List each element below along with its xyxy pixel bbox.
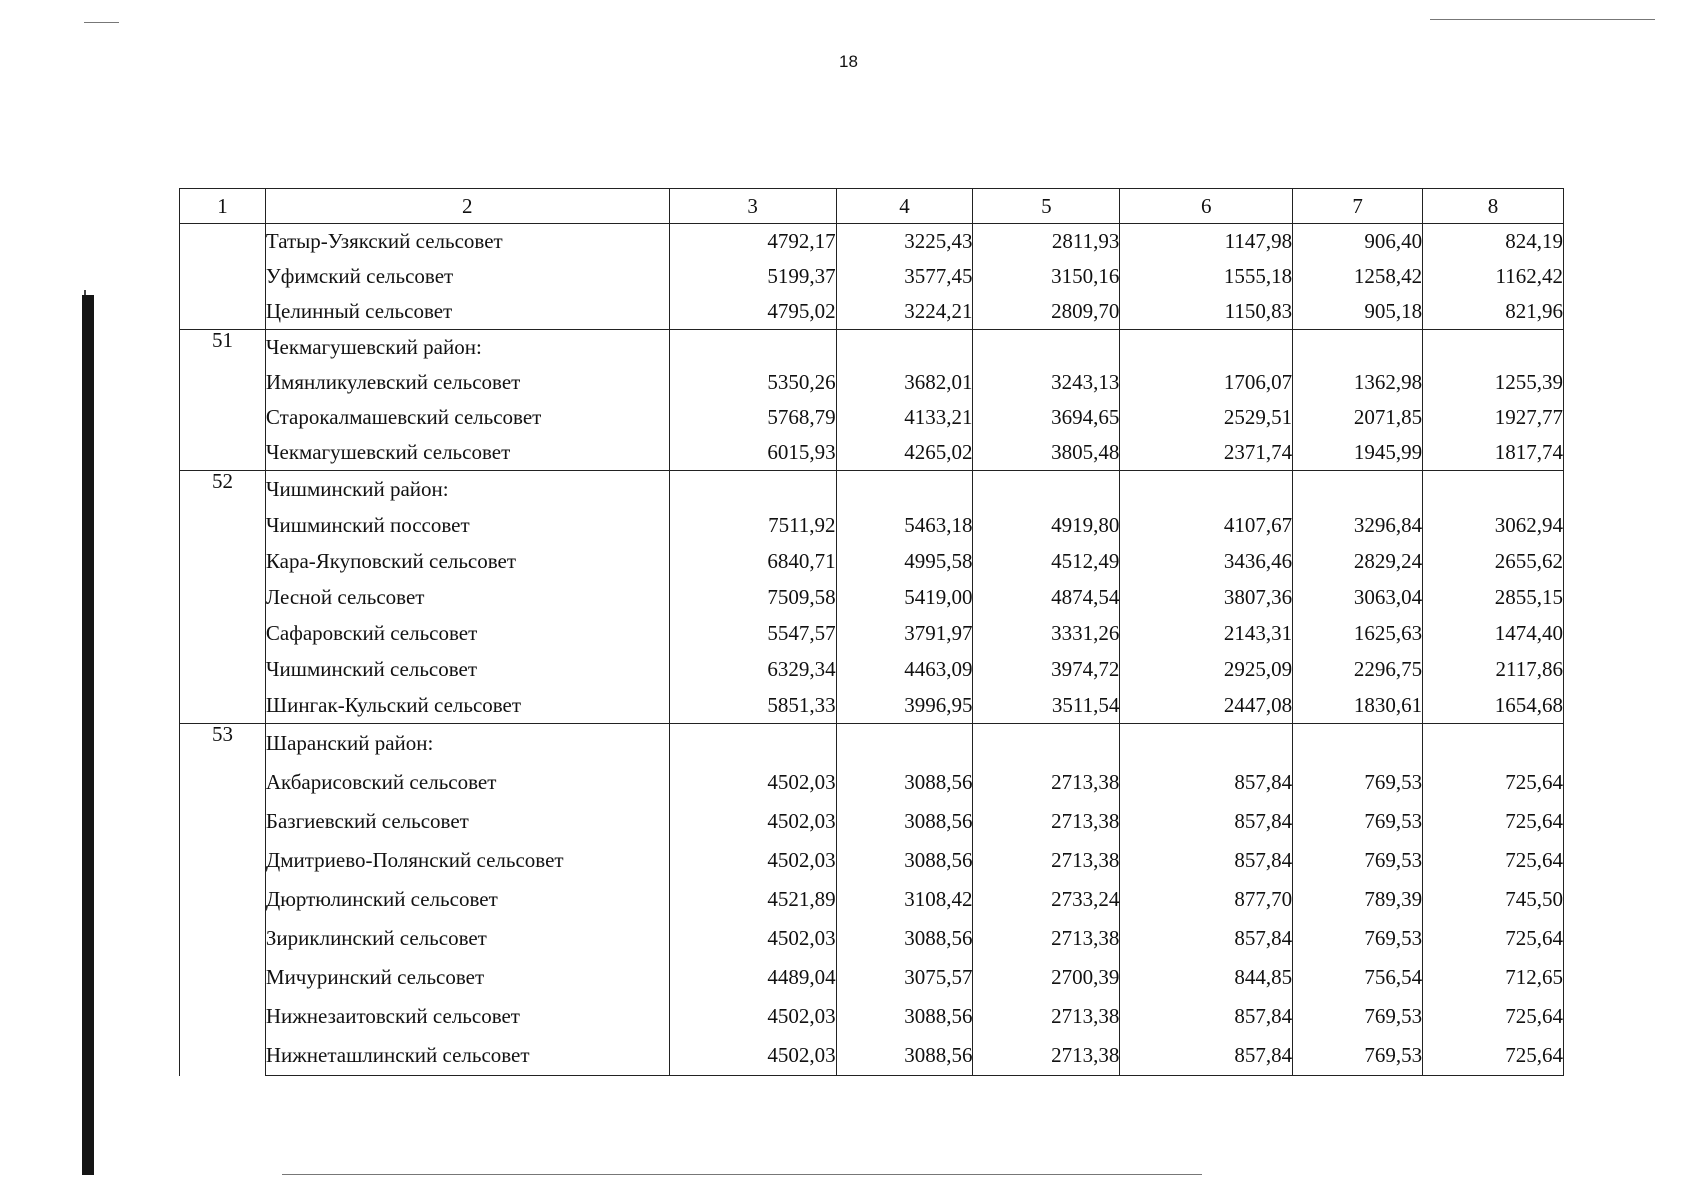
value-cell: 1362,98: [1293, 365, 1423, 400]
value-cell: 4874,54: [973, 579, 1120, 615]
value-cell: 2713,38: [973, 841, 1120, 880]
value-cell: 3224,21: [836, 294, 973, 330]
table-row: [180, 997, 1564, 1036]
value-cell: 2700,39: [973, 958, 1120, 997]
table-row: [180, 507, 1564, 543]
empty-cell: [973, 330, 1120, 366]
table-row: [180, 330, 1564, 366]
column-header: 1: [180, 189, 266, 224]
value-cell: 4792,17: [669, 224, 836, 260]
value-cell: 3791,97: [836, 615, 973, 651]
group-title: Чекмагушевский район:: [265, 330, 669, 366]
value-cell: 4502,03: [669, 919, 836, 958]
value-cell: 2529,51: [1120, 400, 1293, 435]
empty-cell: [1293, 471, 1423, 508]
value-cell: 2713,38: [973, 1036, 1120, 1076]
value-cell: 4502,03: [669, 763, 836, 802]
value-cell: 3296,84: [1293, 507, 1423, 543]
table-row: [180, 763, 1564, 802]
group-number: 51: [180, 330, 266, 471]
table-row: [180, 579, 1564, 615]
value-cell: 824,19: [1423, 224, 1564, 260]
value-cell: 2071,85: [1293, 400, 1423, 435]
table-row: [180, 724, 1564, 764]
value-cell: 5199,37: [669, 259, 836, 294]
page-number: 18: [839, 52, 858, 71]
table-row: [180, 615, 1564, 651]
value-cell: 3150,16: [973, 259, 1120, 294]
value-cell: 857,84: [1120, 841, 1293, 880]
value-cell: 5851,33: [669, 687, 836, 724]
column-header: 7: [1293, 189, 1423, 224]
value-cell: 844,85: [1120, 958, 1293, 997]
value-cell: 769,53: [1293, 919, 1423, 958]
value-cell: 712,65: [1423, 958, 1564, 997]
data-table: [179, 188, 1564, 1076]
row-name: Старокалмашевский сельсовет: [265, 400, 669, 435]
value-cell: 2143,31: [1120, 615, 1293, 651]
table-row: [180, 802, 1564, 841]
value-cell: 1945,99: [1293, 435, 1423, 471]
value-cell: 2713,38: [973, 997, 1120, 1036]
value-cell: 3577,45: [836, 259, 973, 294]
value-cell: 5547,57: [669, 615, 836, 651]
row-name: Базгиевский сельсовет: [265, 802, 669, 841]
value-cell: 1150,83: [1120, 294, 1293, 330]
value-cell: 3682,01: [836, 365, 973, 400]
value-cell: 3088,56: [836, 763, 973, 802]
table-row: [180, 400, 1564, 435]
value-cell: 2117,86: [1423, 651, 1564, 687]
value-cell: 857,84: [1120, 1036, 1293, 1076]
value-cell: 2809,70: [973, 294, 1120, 330]
row-name: Чишминский сельсовет: [265, 651, 669, 687]
value-cell: 4489,04: [669, 958, 836, 997]
empty-cell: [1423, 471, 1564, 508]
value-cell: 4995,58: [836, 543, 973, 579]
empty-cell: [1423, 724, 1564, 764]
group-number: 53: [180, 724, 266, 1076]
table-row: [180, 435, 1564, 471]
value-cell: 5768,79: [669, 400, 836, 435]
column-header: 8: [1423, 189, 1564, 224]
value-cell: 2811,93: [973, 224, 1120, 260]
empty-cell: [973, 471, 1120, 508]
value-cell: 1555,18: [1120, 259, 1293, 294]
empty-cell: [836, 330, 973, 366]
value-cell: 4795,02: [669, 294, 836, 330]
value-cell: 4463,09: [836, 651, 973, 687]
value-cell: 745,50: [1423, 880, 1564, 919]
value-cell: 7509,58: [669, 579, 836, 615]
table-row: [180, 224, 1564, 260]
table-row: [180, 958, 1564, 997]
table-body: [180, 189, 1564, 1076]
empty-cell: [669, 471, 836, 508]
value-cell: 2713,38: [973, 763, 1120, 802]
value-cell: 3807,36: [1120, 579, 1293, 615]
value-cell: 1474,40: [1423, 615, 1564, 651]
empty-cell: [1120, 471, 1293, 508]
empty-cell: [1120, 330, 1293, 366]
value-cell: 3088,56: [836, 997, 973, 1036]
value-cell: 2829,24: [1293, 543, 1423, 579]
table-row: [180, 651, 1564, 687]
scan-top-left-line: [84, 22, 119, 23]
value-cell: 905,18: [1293, 294, 1423, 330]
value-cell: 3974,72: [973, 651, 1120, 687]
value-cell: 1162,42: [1423, 259, 1564, 294]
value-cell: 6329,34: [669, 651, 836, 687]
value-cell: 5350,26: [669, 365, 836, 400]
value-cell: 769,53: [1293, 802, 1423, 841]
column-header: 2: [265, 189, 669, 224]
table-row: [180, 259, 1564, 294]
group-title: Шаранский район:: [265, 724, 669, 764]
table-row: [180, 1036, 1564, 1076]
value-cell: 1830,61: [1293, 687, 1423, 724]
value-cell: 725,64: [1423, 997, 1564, 1036]
row-name: Имянликулевский сельсовет: [265, 365, 669, 400]
empty-cell: [1293, 724, 1423, 764]
table-row: [180, 880, 1564, 919]
value-cell: 3225,43: [836, 224, 973, 260]
value-cell: 4919,80: [973, 507, 1120, 543]
value-cell: 2655,62: [1423, 543, 1564, 579]
column-header: 5: [973, 189, 1120, 224]
scan-left-bar: [82, 295, 94, 1175]
value-cell: 2371,74: [1120, 435, 1293, 471]
value-cell: 3996,95: [836, 687, 973, 724]
empty-cell: [1120, 724, 1293, 764]
value-cell: 1817,74: [1423, 435, 1564, 471]
value-cell: 4502,03: [669, 802, 836, 841]
column-header: 4: [836, 189, 973, 224]
row-name: Мичуринский сельсовет: [265, 958, 669, 997]
table-row: [180, 294, 1564, 330]
value-cell: 2447,08: [1120, 687, 1293, 724]
value-cell: 4107,67: [1120, 507, 1293, 543]
value-cell: 725,64: [1423, 763, 1564, 802]
value-cell: 769,53: [1293, 841, 1423, 880]
value-cell: 857,84: [1120, 997, 1293, 1036]
value-cell: 2925,09: [1120, 651, 1293, 687]
value-cell: 857,84: [1120, 763, 1293, 802]
value-cell: 906,40: [1293, 224, 1423, 260]
table-row: [180, 919, 1564, 958]
group-number: 52: [180, 471, 266, 724]
value-cell: 3243,13: [973, 365, 1120, 400]
column-header: 6: [1120, 189, 1293, 224]
table-row: [180, 471, 1564, 508]
table-row: [180, 687, 1564, 724]
value-cell: 789,39: [1293, 880, 1423, 919]
value-cell: 1258,42: [1293, 259, 1423, 294]
row-name: Целинный сельсовет: [265, 294, 669, 330]
row-name: Нижнезаитовский сельсовет: [265, 997, 669, 1036]
row-name: Дюртюлинский сельсовет: [265, 880, 669, 919]
row-name: Кара-Якуповский сельсовет: [265, 543, 669, 579]
value-cell: 3694,65: [973, 400, 1120, 435]
empty-cell: [836, 471, 973, 508]
value-cell: 4512,49: [973, 543, 1120, 579]
value-cell: 2855,15: [1423, 579, 1564, 615]
group-number: [180, 224, 266, 330]
row-name: Акбарисовский сельсовет: [265, 763, 669, 802]
value-cell: 725,64: [1423, 1036, 1564, 1076]
value-cell: 3108,42: [836, 880, 973, 919]
table-header-row: [180, 189, 1564, 224]
value-cell: 877,70: [1120, 880, 1293, 919]
value-cell: 3088,56: [836, 841, 973, 880]
row-name: Уфимский сельсовет: [265, 259, 669, 294]
value-cell: 4133,21: [836, 400, 973, 435]
table-row: [180, 841, 1564, 880]
value-cell: 1706,07: [1120, 365, 1293, 400]
row-name: Нижнеташлинский сельсовет: [265, 1036, 669, 1076]
value-cell: 3088,56: [836, 1036, 973, 1076]
value-cell: 3062,94: [1423, 507, 1564, 543]
value-cell: 3088,56: [836, 919, 973, 958]
value-cell: 6015,93: [669, 435, 836, 471]
value-cell: 2296,75: [1293, 651, 1423, 687]
value-cell: 1147,98: [1120, 224, 1293, 260]
table-row: [180, 365, 1564, 400]
value-cell: 769,53: [1293, 1036, 1423, 1076]
value-cell: 2713,38: [973, 802, 1120, 841]
table-row: [180, 543, 1564, 579]
empty-cell: [669, 724, 836, 764]
empty-cell: [1293, 330, 1423, 366]
value-cell: 1255,39: [1423, 365, 1564, 400]
value-cell: 5463,18: [836, 507, 973, 543]
value-cell: 857,84: [1120, 802, 1293, 841]
empty-cell: [973, 724, 1120, 764]
row-name: Татыр-Узякский сельсовет: [265, 224, 669, 260]
column-header: 3: [669, 189, 836, 224]
value-cell: 4502,03: [669, 1036, 836, 1076]
row-name: Сафаровский сельсовет: [265, 615, 669, 651]
row-name: Лесной сельсовет: [265, 579, 669, 615]
value-cell: 1654,68: [1423, 687, 1564, 724]
value-cell: 4521,89: [669, 880, 836, 919]
value-cell: 1625,63: [1293, 615, 1423, 651]
row-name: Чишминский поссовет: [265, 507, 669, 543]
row-name: Дмитриево-Полянский сельсовет: [265, 841, 669, 880]
value-cell: 1927,77: [1423, 400, 1564, 435]
value-cell: 2733,24: [973, 880, 1120, 919]
row-name: Чекмагушевский сельсовет: [265, 435, 669, 471]
value-cell: 3088,56: [836, 802, 973, 841]
empty-cell: [669, 330, 836, 366]
value-cell: 3511,54: [973, 687, 1120, 724]
value-cell: 725,64: [1423, 841, 1564, 880]
value-cell: 7511,92: [669, 507, 836, 543]
value-cell: 3436,46: [1120, 543, 1293, 579]
empty-cell: [836, 724, 973, 764]
value-cell: 769,53: [1293, 997, 1423, 1036]
value-cell: 3075,57: [836, 958, 973, 997]
value-cell: 725,64: [1423, 802, 1564, 841]
value-cell: 756,54: [1293, 958, 1423, 997]
group-title: Чишминский район:: [265, 471, 669, 508]
value-cell: 2713,38: [973, 919, 1120, 958]
value-cell: 769,53: [1293, 763, 1423, 802]
value-cell: 857,84: [1120, 919, 1293, 958]
value-cell: 725,64: [1423, 919, 1564, 958]
value-cell: 3331,26: [973, 615, 1120, 651]
value-cell: 4502,03: [669, 997, 836, 1036]
value-cell: 3805,48: [973, 435, 1120, 471]
value-cell: 4502,03: [669, 841, 836, 880]
value-cell: 6840,71: [669, 543, 836, 579]
empty-cell: [1423, 330, 1564, 366]
row-name: Зириклинский сельсовет: [265, 919, 669, 958]
value-cell: 4265,02: [836, 435, 973, 471]
value-cell: 3063,04: [1293, 579, 1423, 615]
scan-bottom-line: [282, 1174, 1202, 1175]
value-cell: 821,96: [1423, 294, 1564, 330]
row-name: Шингак-Кульский сельсовет: [265, 687, 669, 724]
scan-top-right-line: [1430, 19, 1655, 20]
value-cell: 5419,00: [836, 579, 973, 615]
